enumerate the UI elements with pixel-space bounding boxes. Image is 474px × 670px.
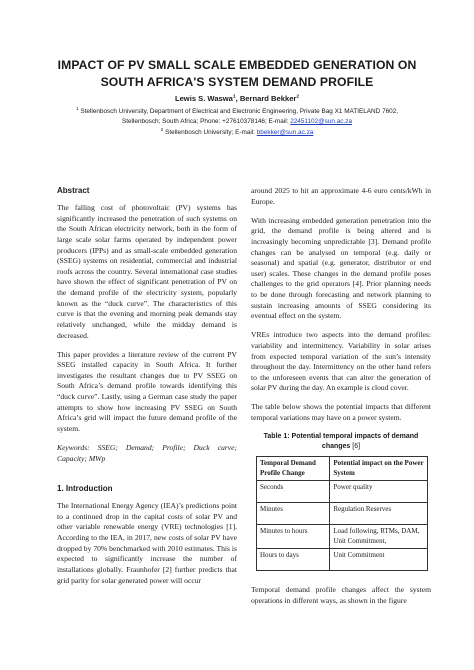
table-header-row <box>257 457 428 481</box>
table-cell: Hours to days <box>257 549 330 571</box>
keywords: Keywords: SSEG; Demand; Profile; Duck curve; Capacity; MWp <box>57 442 237 463</box>
left-column <box>57 186 237 595</box>
impact-table <box>256 456 428 571</box>
table-cell: Load following, RTMs, DAM, Unit Commitment, <box>330 525 428 549</box>
introduction-heading: 1. Introduction <box>57 484 113 494</box>
table-header-cell: Potential impact on the Power System <box>330 457 428 481</box>
table-row <box>257 549 428 571</box>
table-caption <box>251 432 431 452</box>
email-link[interactable]: 22451102@sun.ac.za <box>290 118 353 125</box>
abstract-paragraph: This paper provides a literature review of the current PV SSEG installed capacity in South Africa. It further investigates the resultant changes due to PV SSEG on South Africa’s demand profile towards identifying this “duck curve”. Lastly, using a German case study the paper attempts to show how increasing PV SSEG on South Africa’s grid will impact the future demand profile of the system. <box>57 349 237 433</box>
paper-title: IMPACT OF PV SMALL SCALE EMBEDDED GENERATION ON SOUTH AFRICA'S SYSTEM DEMAND PROFILE <box>57 58 417 89</box>
author-name: Lewis S. Waswa <box>174 94 233 103</box>
table-row <box>257 481 428 503</box>
author-line <box>40 94 434 103</box>
affiliation-text: Stellenbosch University, Department of Electrical and Electronic Engineering, Private Bag X1 MATIELAND 7602, Stellenbosch; South Africa; Phone: +27610378146; E-mail: <box>78 108 399 125</box>
affiliation-text: Stellenbosch University; E-mail: <box>163 129 257 136</box>
body-paragraph: With increasing embedded generation penetration into the grid, the demand profile is being altered and is increasingly becoming unpredictable [3]. Demand profile changes can be analysed on temporal (e.g. daily or seasonal) and spatial (e.g. generator, distributor or end user) scales. These changes in the demand profile poses challenges to the grid operators [4]. Prior planning needs to be done through forecasting and network planning to sustain increasing amounts of SSEG considering its eventual effect on the system. <box>251 215 431 321</box>
body-paragraph: VREs introduce two aspects into the demand profiles: variability and intermittency. Variability in solar arises from expected temporal variation of the sun’s intensity throughout the day. Intermittency on the other hand refers to the unforeseen events that can alter the generation of solar PV during the day. An example is cloud cover. <box>251 330 431 393</box>
table-cell: Power quality <box>330 481 428 503</box>
table-cell: Minutes <box>257 503 330 525</box>
author-separator: , <box>235 94 240 103</box>
body-paragraph: Temporal demand profile changes affect the system operations in different ways, as shown in the figure <box>251 585 431 606</box>
body-paragraph: around 2025 to hit an approximate 4-6 euro cents/kWh in Europe. <box>251 186 431 206</box>
table-cell: Unit Commitment <box>330 549 428 571</box>
affiliation-marker: 2 <box>160 127 164 133</box>
author-affiliation-marker: 2 <box>296 94 300 100</box>
abstract-heading: Abstract <box>57 186 90 195</box>
affiliation-2 <box>60 128 414 138</box>
table-cell: Regulation Reserves <box>330 503 428 525</box>
table-caption-text: Table 1: Potential temporal impacts of demand changes <box>263 433 419 451</box>
table-cell: Minutes to hours <box>257 525 330 549</box>
body-paragraph: The table below shows the potential impacts that different temporal variations may have on a power system. <box>251 402 431 423</box>
right-column <box>251 186 431 615</box>
introduction-paragraph: The International Energy Agency (IEA)’s predictions point to a continued drop in the capital costs of solar PV and other variable renewable energy (VRE) technologies [1]. According to the IEA, in 2017, new costs of solar PV have dropped by 70% benchmarked with 2010 estimates. This is expected to significantly increase the number of installations globally. Fraunhofer [2] further predicts that grid parity for solar generated power will occur <box>57 501 237 585</box>
author-name: Bernard Bekker <box>239 94 297 103</box>
table-header-cell: Temporal Demand Profile Change <box>257 457 330 481</box>
author-affiliation-marker: 1 <box>232 94 236 100</box>
table-row <box>257 503 428 525</box>
table-caption-ref: [6] <box>350 443 361 451</box>
affiliation-marker: 1 <box>75 106 79 112</box>
abstract-paragraph: The falling cost of photovoltaic (PV) systems has significantly increased the penetration of such systems on the South African electricity network, both in the form of large scale solar farms operated by independent power producers (IPPs) and as small-scale embedded generation (SSEG) systems on residential, commercial and industrial roofs across the country. Several international case studies have shown the effect of significant penetration of PV on the demand profile of the electricity system, popularly known as the “duck curve”. The characteristics of this curve is that the evening and morning peak demands stay relatively unchanged, while the midday demand is decreased. <box>57 203 237 340</box>
table-cell: Seconds <box>257 481 330 503</box>
affiliation-1 <box>60 107 414 127</box>
email-link[interactable]: bbekker@sun.ac.za <box>256 129 314 136</box>
table-row <box>257 525 428 549</box>
